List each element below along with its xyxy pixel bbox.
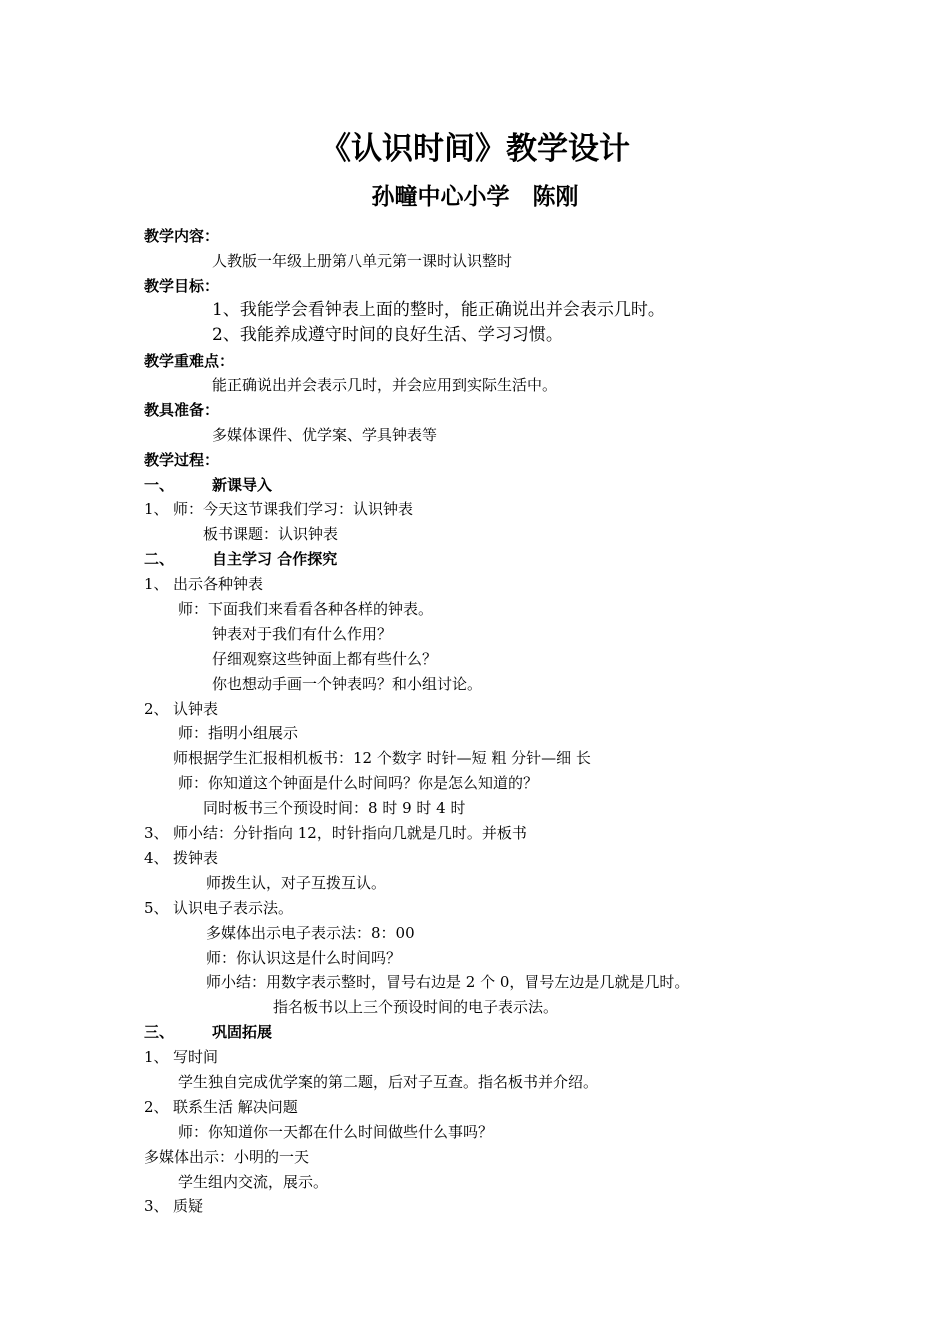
paragraph-line: 板书课题：认识钟表 — [203, 525, 339, 543]
paragraph-line: 师：你认识这是什么时间吗？ — [206, 949, 402, 967]
item-number: 3、 — [144, 824, 169, 842]
paragraph-line: 多媒体出示：小明的一天 — [144, 1148, 310, 1166]
item-number: 3、 — [144, 1197, 169, 1215]
paragraph-line: 拨钟表 — [173, 849, 219, 867]
paragraph-line: 师：你知道这个钟面是什么时间吗？你是怎么知道的？ — [178, 774, 539, 792]
paragraph-line: 同时板书三个预设时间：8 时 9 时 4 时 — [203, 799, 466, 817]
paragraph-line: 你也想动手画一个钟表吗？和小组讨论。 — [212, 675, 483, 693]
content-text: 人教版一年级上册第八单元第一课时认识整时 — [212, 252, 513, 270]
paragraph-line: 写时间 — [173, 1048, 219, 1066]
section-heading-goals: 教学目标： — [144, 277, 220, 295]
paragraph-line: 师小结：用数字表示整时，冒号右边是 2 个 0，冒号左边是几就是几时。 — [206, 973, 690, 991]
document-title: 《认识时间》教学设计 — [320, 131, 630, 167]
item-number: 4、 — [144, 849, 169, 867]
key-points-text: 能正确说出并会表示几时，并会应用到实际生活中。 — [212, 376, 558, 394]
item-number: 1、 — [144, 575, 169, 593]
section-heading-process: 教学过程： — [144, 451, 220, 469]
paragraph-line: 联系生活 解决问题 — [173, 1098, 298, 1116]
paragraph-line: 师根据学生汇报相机板书：12 个数字 时针—短 粗 分针—细 长 — [173, 749, 591, 767]
paragraph-line: 指名板书以上三个预设时间的电子表示法。 — [273, 998, 559, 1016]
item-number: 1、 — [144, 500, 169, 518]
paragraph-line: 师小结：分针指向 12，时针指向几就是几时。并板书 — [173, 824, 527, 842]
paragraph-line: 质疑 — [173, 1197, 204, 1215]
paragraph-line: 仔细观察这些钟面上都有些什么？ — [212, 650, 438, 668]
paragraph-line: 师：今天这节课我们学习：认识钟表 — [173, 500, 414, 518]
item-number: 2、 — [144, 700, 169, 718]
section-heading-content: 教学内容： — [144, 227, 220, 245]
part-2-title: 自主学习 合作探究 — [212, 550, 338, 568]
paragraph-line: 出示各种钟表 — [173, 575, 264, 593]
paragraph-line: 师：下面我们来看看各种各样的钟表。 — [178, 600, 434, 618]
goal-item-2: 2、我能养成遵守时间的良好生活、学习习惯。 — [212, 325, 563, 345]
item-number: 2、 — [144, 1098, 169, 1116]
part-1-title: 新课导入 — [212, 476, 273, 494]
goal-item-1: 1、我能学会看钟表上面的整时，能正确说出并会表示几时。 — [212, 300, 665, 320]
paragraph-line: 师：你知道你一天都在什么时间做些什么事吗？ — [178, 1123, 494, 1141]
author-line: 孙疃中心小学 陈刚 — [371, 184, 579, 210]
paragraph-line: 学生独自完成优学案的第二题，后对子互查。指名板书并介绍。 — [178, 1073, 599, 1091]
part-2-number: 二、 — [144, 550, 175, 568]
section-heading-key-points: 教学重难点： — [144, 352, 235, 370]
paragraph-line: 钟表对于我们有什么作用？ — [212, 625, 393, 643]
item-number: 1、 — [144, 1048, 169, 1066]
part-3-title: 巩固拓展 — [212, 1023, 273, 1041]
paragraph-line: 学生组内交流，展示。 — [178, 1173, 329, 1191]
paragraph-line: 认钟表 — [173, 700, 219, 718]
paragraph-line: 认识电子表示法。 — [173, 899, 294, 917]
tools-text: 多媒体课件、优学案、学具钟表等 — [212, 426, 438, 444]
part-3-number: 三、 — [144, 1023, 175, 1041]
item-number: 5、 — [144, 899, 169, 917]
paragraph-line: 师拨生认，对子互拨互认。 — [206, 874, 387, 892]
paragraph-line: 师：指明小组展示 — [178, 724, 299, 742]
part-1-number: 一、 — [144, 476, 175, 494]
paragraph-line: 多媒体出示电子表示法：8：00 — [206, 924, 415, 942]
section-heading-tools: 教具准备： — [144, 401, 220, 419]
